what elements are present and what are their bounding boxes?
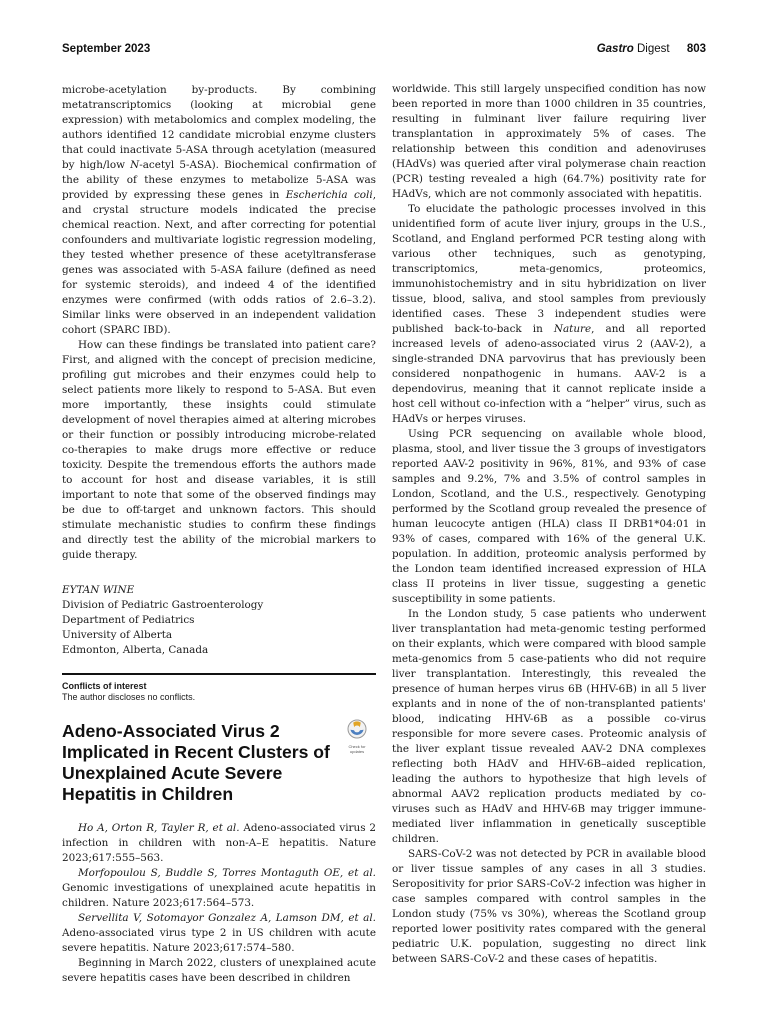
conflicts-title: Conflicts of interest: [62, 681, 147, 691]
paragraph: In the London study, 5 case patients who underwent liver transplantation had meta-genomic testing performed on their explants, which were compared with blood sample meta-genomics from 5 case-patients who did not require liver transplantation. Interestingly, this revealed the presence of human herpes virus 6B (HHV-6B) in all 5 liver explants and in none of the of non-transplanted patients' blood, indicating HHV-6B as a possible co-virus responsible for more severe cases. Proteomic analysis of the liver explant tissue revealed AAV-2 DNA complexes reflecting both HAdV and HHV-6B–aided replication, leading the authors to hypothesize that high levels of abnormal AAV2 replication products mediated by co-viruses such as HAdV and HHV-6B may trigger immune-mediated liver inflammation in genetically susceptible children.: [392, 608, 706, 845]
running-header: [62, 43, 706, 63]
reference-authors: Servellita V, Sotomayor Gonzalez A, Lamson DM, et al.: [78, 912, 376, 924]
journal-brand: [597, 43, 706, 55]
conflicts-of-interest: [62, 681, 376, 703]
paragraph-continued: worldwide. This still largely unspecified condition has now been reported in more than 1000 children in 35 countries, resulting in fulminant liver failure requiring liver transplantation in approximately 5% of cases. The relationship between this condition and adenoviruses (HAdVs) was queried after viral polymerase chain reaction (PCR) testing revealed a high (64.7%) positivity rate for HAdVs, which are not commonly associated with hepatitis.: [392, 83, 706, 200]
page-number: 803: [686, 43, 706, 55]
paragraph: Using PCR sequencing on available whole blood, plasma, stool, and liver tissue the 3 groups of investigators reported AAV-2 positivity in 96%, 81%, and 93% of case samples and 9.2%, 7% and 3.5% of control samples in London, Scotland, and the U.S., respectively. Genotyping performed by the Scotland group revealed the presence of human leucocyte antigen (HLA) class II DRB1*04:01 in 93% of cases, compared with 16% of the general U.K. population. In addition, proteomic analysis performed by the London team identified increased expression of HLA class II proteins in liver tissue, suggesting a genetic susceptibility in some patients.: [392, 428, 706, 605]
author-name: EYTAN WINE: [62, 584, 135, 596]
conflicts-text: The author discloses no conflicts.: [62, 692, 196, 702]
article-title: Adeno-Associated Virus 2 Implicated in Recent Clusters of Unexplained Acute Severe Hepatitis in Children: [62, 721, 330, 804]
species-name: Escherichia coli: [285, 189, 373, 201]
paragraph: Beginning in March 2022, clusters of unexplained acute severe hepatitis cases have been described in children: [62, 957, 376, 984]
paragraph: How can these findings be translated into patient care? First, and aligned with the concept of precision medicine, profiling gut microbes and their enzymes could help to select patients more likely to respond to 5-ASA. But even more importantly, these insights could stimulate development of novel therapies aimed at altering microbes or their function or possibly introducing microbe-related co-therapies to make drugs more effective or reduce toxicity. Despite the tremendous efforts the authors made to account for host and disease variables, it is still important to note that some of the observed findings may be due to off-target and unknown factors. This should stimulate mechanistic studies to confirm these findings and directly test the ability of the microbial markers to guide therapy.: [62, 339, 376, 561]
check-for-updates-icon: [347, 719, 367, 739]
text-run: microbe-acetylation by-products. By combining metatranscriptomics (looking at microbial gene expression) with metabolomics and complex modeling, the authors identified 12 candidate microbial enzyme clusters that could inactivate 5-ASA through acetylation (measured by high/low: [62, 84, 376, 171]
reference-authors: Morfopoulou S, Buddle S, Torres Montaguth OE, et al.: [78, 867, 376, 879]
author-affiliation: [62, 583, 376, 658]
reference-title: Adeno-associated virus type 2 in US children with acute severe hepatitis. Nature 2023;617:574–580.: [62, 927, 376, 954]
check-for-updates-badge[interactable]: [344, 719, 370, 754]
affiliation-line: Department of Pediatrics: [62, 614, 195, 626]
affiliation-line: Division of Pediatric Gastroenterology: [62, 599, 264, 611]
italic-run: N: [130, 159, 140, 171]
right-column: [392, 82, 706, 967]
paragraph: SARS-CoV-2 was not detected by PCR in available blood or liver tissue samples of any cases in all 3 studies. Seropositivity for prior SARS-CoV-2 infection was higher in case samples compared with control samples in the London study (75% vs 30%), whereas the Scotland group reported lower positivity rates compared with the general pediatric U.K. population, suggesting no direct link between SARS-CoV-2 and these cases of hepatitis.: [392, 848, 706, 965]
reference-item: [62, 911, 376, 956]
text-run: -acetyl 5-ASA). Biochemical confirmation of the ability of these enzymes to metabolize 5-ASA was provided by expressing these genes in: [62, 159, 376, 201]
issue-date: September 2023: [62, 43, 151, 55]
text-run: , and all reported increased levels of adeno-associated virus 2 (AAV-2), a single-stranded DNA parvovirus that has previously been considered nonpathogenic in humans. AAV-2 is a dependovirus, meaning that it cannot replicate inside a host cell without co-infection with a “helper” virus, such as HAdVs or herpes viruses.: [392, 323, 706, 425]
badge-label: Check for updates: [348, 744, 366, 754]
affiliation-line: University of Alberta: [62, 629, 173, 641]
paragraph-continued: [62, 83, 376, 338]
affiliation-line: Edmonton, Alberta, Canada: [62, 644, 209, 656]
brand-main: Gastro: [596, 43, 634, 55]
brand-sub: Digest: [637, 43, 670, 55]
left-column: [62, 83, 376, 986]
reference-list: [62, 821, 376, 956]
journal-name: Nature: [553, 323, 592, 335]
section-divider: [62, 673, 376, 675]
paragraph: [392, 202, 706, 427]
reference-authors: Ho A, Orton R, Tayler R, et al.: [78, 822, 240, 834]
text-run: To elucidate the pathologic processes involved in this unidentified form of acute liver injury, groups in the U.S., Scotland, and England performed PCR testing along with various other techniques, such as genotyping, transcriptomics, meta-genomics, proteomics, immunohistochemistry and in situ hybridization on liver tissue, blood, saliva, and stool samples from previously identified cases. These 3 independent studies were published back-to-back in: [392, 203, 706, 335]
reference-title: Adeno-associated virus 2 infection in children with non-A–E hepatitis. Nature 2023;617:555–563.: [62, 822, 376, 864]
text-run: , and crystal structure models indicated the precise chemical reaction. Next, and after correcting for potential confounders and multivariate logistic regression modeling, they tested whether presence of these acetyltransferase genes was associated with 5-ASA failure (defined as need for systemic steroids), and indeed 4 of the identified enzymes were confirmed (with odds ratios of 2.6–3.2). Similar links were observed in an independent validation cohort (SPARC IBD).: [62, 189, 376, 336]
reference-title: Genomic investigations of unexplained acute hepatitis in children. Nature 2023;617:564–573.: [62, 882, 376, 909]
reference-item: [62, 821, 376, 866]
reference-item: [62, 866, 376, 911]
article-heading: [62, 721, 376, 805]
